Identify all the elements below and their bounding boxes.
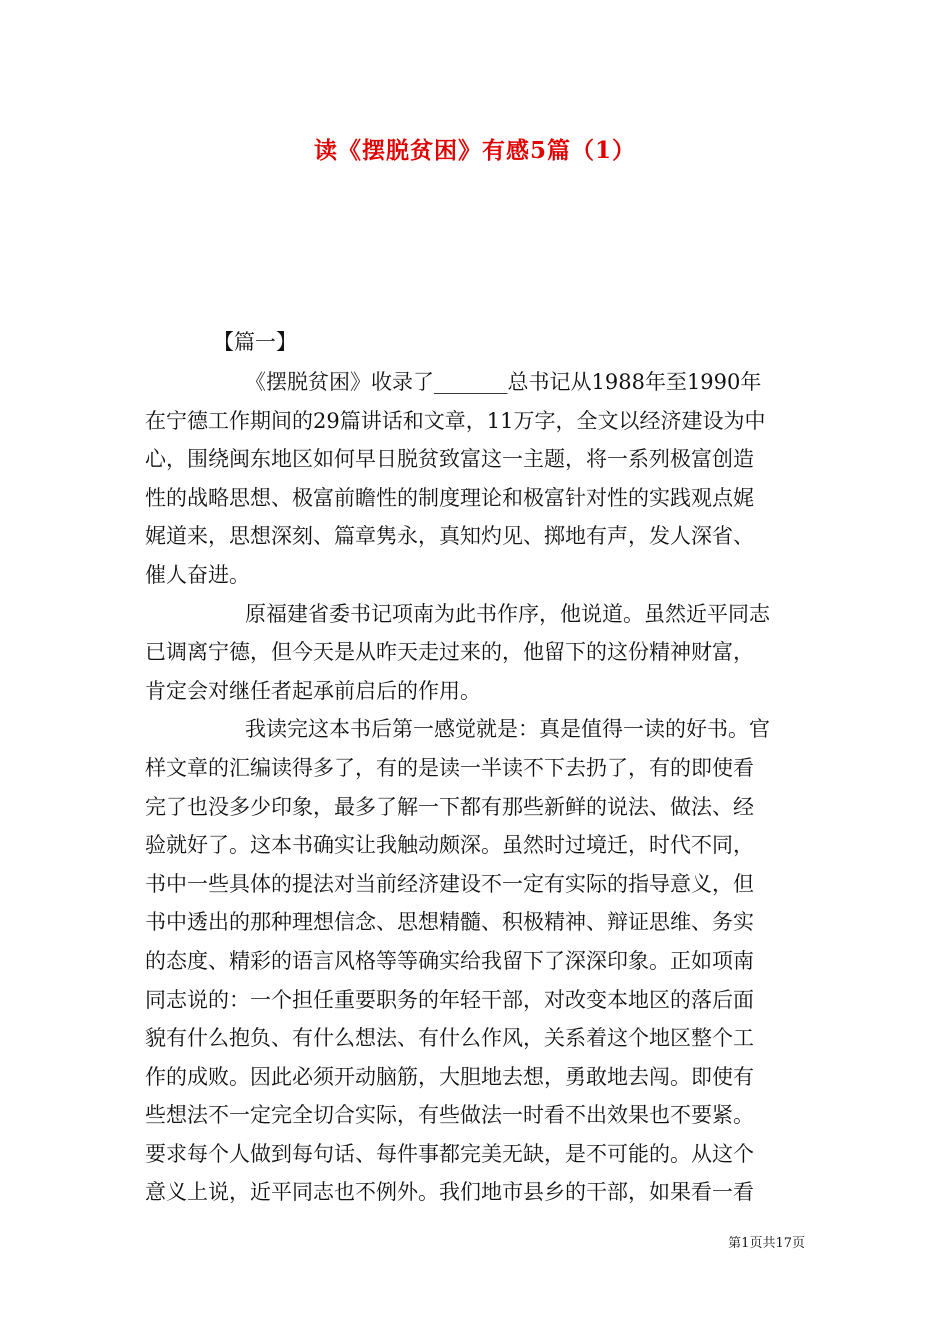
paragraph-line: 在宁德工作期间的29篇讲话和文章，11万字，全文以经济建设为中	[145, 408, 766, 433]
paragraph-line: 完了也没多少印象，最多了解一下都有那些新鲜的说法、做法、经	[145, 794, 754, 819]
paragraph-2	[145, 595, 805, 711]
paragraph-line: 原福建省委书记项南为此书作序，他说道。虽然近平同志	[245, 601, 770, 626]
paragraph-line: 的态度、精彩的语言风格等等确实给我留下了深深印象。正如项南	[145, 948, 754, 973]
section-heading: 【篇一】	[213, 330, 297, 354]
paragraph-line: 要求每个人做到每句话、每件事都完美无缺，是不可能的。从这个	[145, 1141, 754, 1166]
paragraph-1	[145, 363, 805, 595]
paragraph-line: 书中透出的那种理想信念、思想精髓、积极精神、辩证思维、务实	[145, 910, 754, 935]
page-footer: 第1页共17页	[728, 1236, 805, 1251]
paragraph-line: 我读完这本书后第一感觉就是：真是值得一读的好书。官	[245, 717, 770, 742]
paragraph-line: 书中一些具体的提法对当前经济建设不一定有实际的指导意义，但	[145, 871, 754, 896]
paragraph-line: 意义上说，近平同志也不例外。我们地市县乡的干部，如果看一看	[145, 1180, 754, 1205]
paragraph-line: 些想法不一定完全切合实际，有些做法一时看不出效果也不要紧。	[145, 1103, 754, 1128]
paragraph-line: 已调离宁德，但今天是从昨天走过来的，他留下的这份精神财富，	[145, 640, 754, 665]
paragraph-line: 貌有什么抱负、有什么想法、有什么作风，关系着这个地区整个工	[145, 1026, 754, 1051]
paragraph-line: 娓道来，思想深刻、篇章隽永，真知灼见、掷地有声，发人深省、	[145, 524, 754, 549]
document-body	[145, 322, 805, 1212]
document-title: 读《摆脱贫困》有感5篇（1）	[313, 137, 636, 164]
paragraph-line: 作的成败。因此必须开动脑筋，大胆地去想，勇敢地去闯。即使有	[145, 1064, 754, 1089]
paragraph-line: 《摆脱贫困》收录了_______总书记从1988年至1990年	[245, 370, 762, 394]
paragraph-line: 肯定会对继任者起承前启后的作用。	[145, 678, 481, 703]
paragraph-line: 验就好了。这本书确实让我触动颇深。虽然时过境迁，时代不同，	[145, 833, 754, 858]
paragraph-3	[145, 710, 805, 1212]
paragraph-line: 同志说的：一个担任重要职务的年轻干部，对改变本地区的落后面	[145, 987, 754, 1012]
paragraph-line: 催人奋进。	[145, 562, 250, 587]
paragraph-line: 心，围绕闽东地区如何早日脱贫致富这一主题，将一系列极富创造	[145, 447, 754, 472]
paragraph-line: 样文章的汇编读得多了，有的是读一半读不下去扔了，有的即使看	[145, 755, 754, 780]
paragraph-line: 性的战略思想、极富前瞻性的制度理论和极富针对性的实践观点娓	[145, 485, 754, 510]
